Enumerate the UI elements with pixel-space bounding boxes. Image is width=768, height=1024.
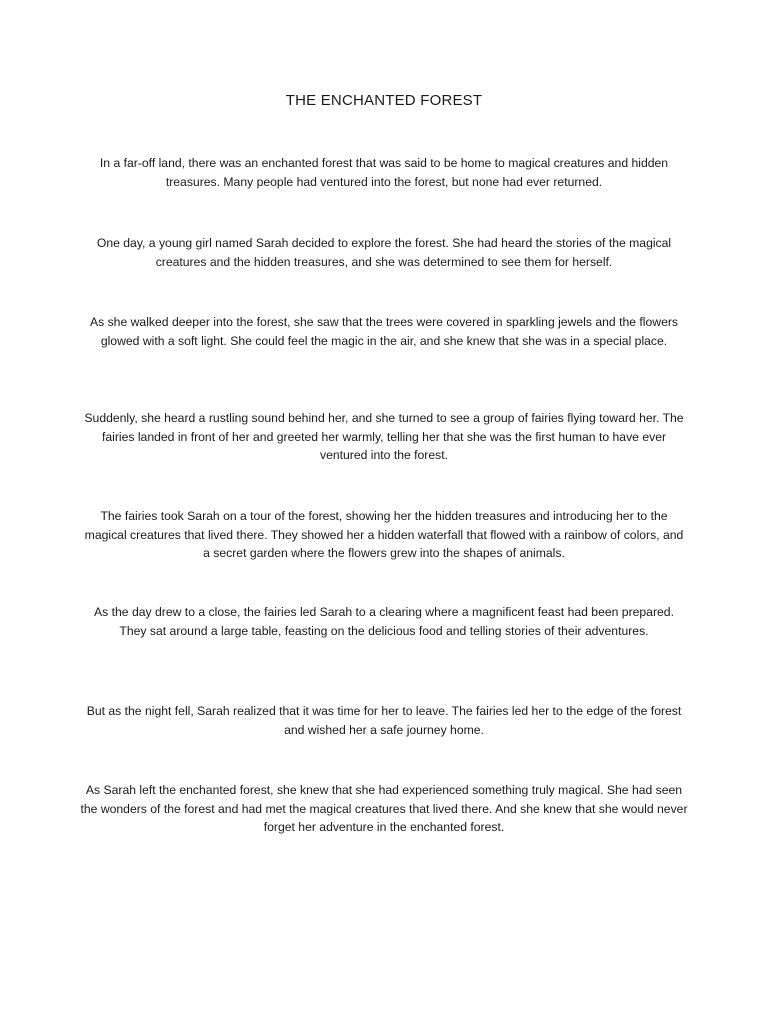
paragraph-8: As Sarah left the enchanted forest, she knew that she had experienced something truly magical. She had seen the wonders of the forest and had met the magical creatures that lived there. And she knew that she would never forget her adventure in the enchanted forest. [80,783,688,834]
paragraph-2: One day, a young girl named Sarah decided to explore the forest. She had heard the stories of the magical creatures and the hidden treasures, and she was determined to see them for herself. [96,236,672,269]
paragraph-3: As she walked deeper into the forest, she saw that the trees were covered in sparkling jewels and the flowers glowed with a soft light. She could feel the magic in the air, and she knew that she was in a special place. [89,315,679,348]
document-title: THE ENCHANTED FOREST [285,92,483,109]
paragraph-5: The fairies took Sarah on a tour of the forest, showing her the hidden treasures and introducing her to the magical creatures that lived there. They showed her a hidden waterfall that flowed with a rainbow of colors, and a secret garden where the flowers grew into the shapes of animals. [84,509,684,560]
paragraph-6: As the day drew to a close, the fairies led Sarah to a clearing where a magnificent feast had been prepared. They sat around a large table, feasting on the delicious food and telling stories of their adventures. [94,605,674,638]
paragraph-7: But as the night fell, Sarah realized that it was time for her to leave. The fairies led her to the edge of the forest and wished her a safe journey home. [86,704,682,737]
paragraph-1: In a far-off land, there was an enchanted forest that was said to be home to magical creatures and hidden treasures. Many people had ventured into the forest, but none had ever returned. [99,156,669,189]
paragraph-4: Suddenly, she heard a rustling sound behind her, and she turned to see a group of fairies flying toward her. The fairies landed in front of her and greeted her warmly, telling her that she was the first human to have ever ventured into the forest. [84,411,684,462]
